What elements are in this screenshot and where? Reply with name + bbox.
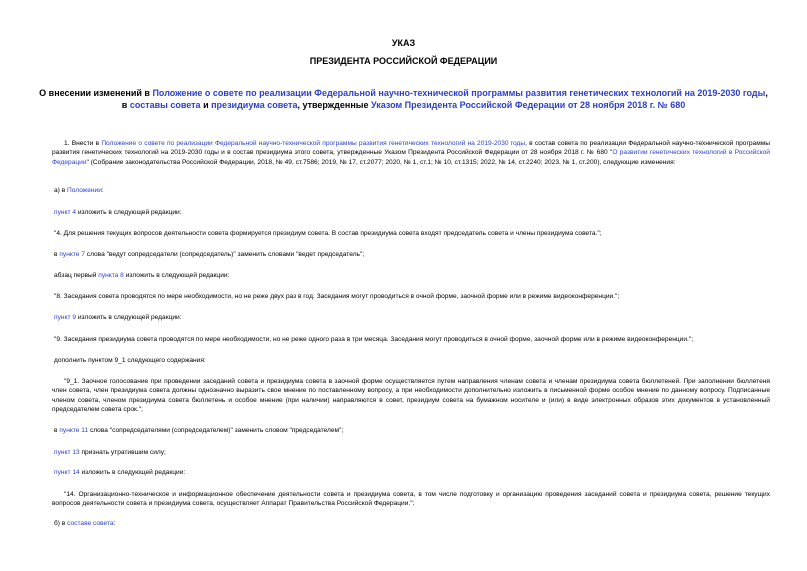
paragraph-text: 1. Внести в xyxy=(64,140,102,147)
link-item-8[interactable]: пункта 8 xyxy=(98,272,124,279)
paragraph-text: абзац первый xyxy=(54,272,99,279)
link-regulation[interactable]: Положение о совете по реализации Федеральной научно-технической программы развития генетических технологий на 2019-2030 годы xyxy=(101,140,526,147)
paragraph-text: в xyxy=(54,427,60,434)
link-item-4[interactable]: пункт 4 xyxy=(54,209,76,216)
paragraph-text: слова "сопредседателями (сопредседателем)" заменить словом "председателем"; xyxy=(88,427,344,434)
paragraph-2 xyxy=(54,186,768,195)
paragraph-text: изложить в следующей редакции: xyxy=(76,209,182,216)
link-item-11[interactable]: пункте 11 xyxy=(59,427,89,434)
link-regulation-short[interactable]: Положении xyxy=(67,187,102,194)
paragraph-11: "9_1. Заочное голосование при проведении заседаний совета и президиума совета в заочной форме осуществляется путем направления членам совета и членам президиума совета бюллетеней. При заполнении бюллетеня член совета, член президиума совета должны однозначно выразить свое мнение по поставленному вопросу, а при необходимости дополнительно изложить в письменной форме особое мнение по данному вопросу. Подписанные членом совета, членом президиума совета бюллетень и особое мнение (при наличии) направляются в совет, президиум совета на бумажном носителе и (или) в виде электронных образов этих документов в установленный председателем совета срок."; xyxy=(52,378,770,413)
link-item-7[interactable]: пункте 7 xyxy=(59,251,85,258)
title-text: и xyxy=(200,100,212,110)
title-text: , в xyxy=(121,88,768,110)
paragraph-5 xyxy=(54,250,768,259)
paragraph-10: дополнить пунктом 9_1 следующего содержания: xyxy=(54,357,206,364)
paragraph-6 xyxy=(54,271,768,280)
document-type-heading: УКАЗ xyxy=(391,38,416,48)
link-council-composition[interactable]: составе совета xyxy=(67,520,114,527)
paragraph-text: слова "ведут сопредседатели (сопредседатель)" заменить словами "ведет председатель"; xyxy=(84,251,365,258)
paragraph-9: "9. Заседания президиума совета проводятся по мере необходимости, но не реже одного раза в три месяца. Заседания могут проводиться в очной форме, заочной форме или в режиме видеоконференции."; xyxy=(54,336,694,343)
title-text: , утвержденные xyxy=(297,100,371,110)
paragraph-13 xyxy=(54,448,768,457)
paragraph-8 xyxy=(54,313,768,322)
paragraph-7: "8. Заседания совета проводятся по мере необходимости, но не реже двух раз в год. Заседания могут проводиться в очной форме, заочной форме или в режиме видеоконференции."; xyxy=(54,293,620,300)
paragraph-14 xyxy=(54,468,768,477)
paragraph-16 xyxy=(54,519,768,528)
link-item-9[interactable]: пункт 9 xyxy=(54,314,76,321)
title-link-regulation[interactable]: Положение о совете по реализации Федеральной научно-технической программы развития генетических технологий на 2019-2030 годы xyxy=(152,88,766,98)
title-link-presidium-composition[interactable]: президиума совета xyxy=(211,100,298,110)
link-genetic-technologies-decree[interactable]: О развитии генетических технологий в Российской Федерации xyxy=(52,149,770,166)
paragraph-text: изложить в следующей редакции: xyxy=(79,469,186,476)
document-title xyxy=(36,87,771,111)
link-item-14[interactable]: пункт 14 xyxy=(54,469,80,476)
paragraph-12 xyxy=(54,426,768,435)
paragraph-text: изложить в следующей редакции: xyxy=(123,272,230,279)
paragraph-1 xyxy=(52,139,770,167)
title-link-council-composition[interactable]: составы совета xyxy=(129,100,201,110)
title-text: О внесении изменений в xyxy=(39,88,153,98)
paragraph-15: "14. Организационно-техническое и информационное обеспечение деятельности совета и президиума совета, в том числе подготовку и организацию проведения заседаний совета и президиума совета, решение текущих вопросов деятельности совета и президиума совета, осуществляет Аппарат Правительства Российской Федерации."; xyxy=(52,491,770,508)
paragraph-text: а) в xyxy=(54,187,68,194)
link-item-13[interactable]: пункт 13 xyxy=(54,449,80,456)
paragraph-text: изложить в следующей редакции: xyxy=(76,314,182,321)
paragraph-text: " (Собрание законодательства Российской Федерации, 2018, № 49, ст.7586; 2019, № 17, ст.2077; 2020, № 1, ст.1; № 10, ст.1315; 2022, № 14, ст.2240; 2023, № 1, ст.200), следующие изменения: xyxy=(86,158,676,166)
paragraph-text: : xyxy=(101,187,104,194)
paragraph-text: , в состав совета по реализации Федеральной научно-технической программы развития генетических технологий на 2019-2030 годы и в состав президиума этого совета, утвержденные Указом Президента Российской Федерации от 28 ноября 2018 г. № 680 " xyxy=(52,140,770,157)
paragraph-3 xyxy=(54,208,768,217)
paragraph-text: в xyxy=(54,251,60,258)
issuer-heading: ПРЕЗИДЕНТА РОССИЙСКОЙ ФЕДЕРАЦИИ xyxy=(309,56,498,66)
paragraph-text: признать утратившим силу; xyxy=(79,449,166,456)
paragraph-text: б) в xyxy=(54,520,68,527)
paragraph-4: "4. Для решения текущих вопросов деятельности совета формируется президиум совета. В состав президиума совета входят председатель совета и члены президиума совета."; xyxy=(54,230,602,237)
title-link-decree[interactable]: Указом Президента Российской Федерации от 28 ноября 2018 г. № 680 xyxy=(370,100,686,110)
paragraph-text: : xyxy=(113,520,116,527)
